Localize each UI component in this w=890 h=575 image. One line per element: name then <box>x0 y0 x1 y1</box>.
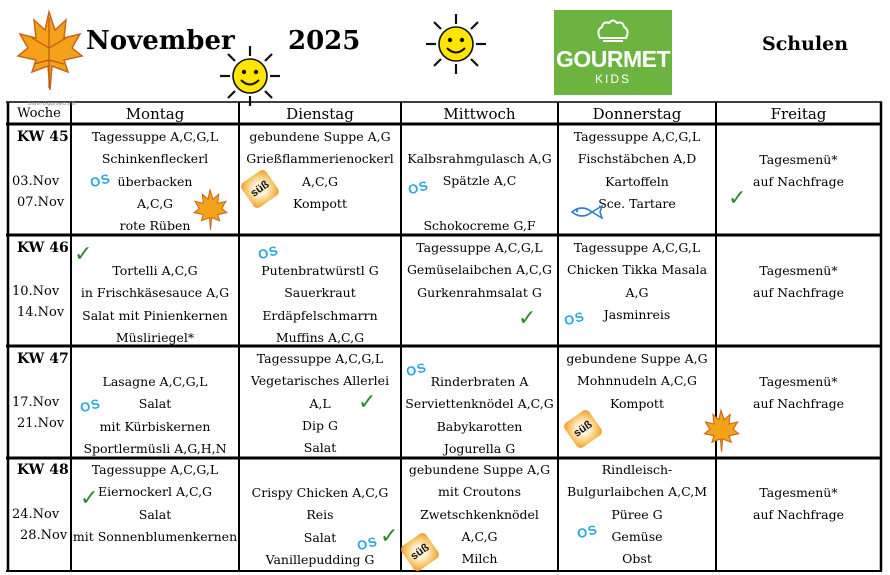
menu-cell <box>71 260 239 349</box>
week-label: KW 47 <box>17 351 69 367</box>
organic-badge: OS <box>404 359 429 380</box>
menu-item: Mohnnudeln A,C,G <box>576 373 698 389</box>
menu-item: Tagessuppe A,C,G,L <box>91 129 219 144</box>
organic-badge: OS <box>562 308 587 329</box>
menu-item: A,C,G <box>136 195 174 211</box>
menu-item: Crispy Chicken A,C,G <box>251 485 389 500</box>
menu-item: auf Nachfrage <box>753 396 844 412</box>
menu-item: Salat mit Pinienkernen <box>82 307 228 323</box>
menu-item: Grießflammerienockerl <box>246 151 394 167</box>
column-header-freitag: Freitag <box>770 105 827 123</box>
week-end-date: 07.Nov <box>17 195 65 210</box>
sweet-badge: süß <box>239 168 281 210</box>
menu-cell <box>716 482 881 527</box>
sweet-badge: süß <box>562 408 604 450</box>
week-label: KW 46 <box>17 240 69 256</box>
menu-cell <box>558 126 716 215</box>
menu-item: Spätzle A,C <box>442 173 517 189</box>
menu-item: mit Sonnenblumenkernen <box>72 528 238 544</box>
vegetarian-check-icon: ✓ <box>80 486 99 511</box>
month-title: November <box>86 26 235 56</box>
organic-badge: OS <box>406 177 431 198</box>
menu-cell <box>716 260 881 305</box>
vegetarian-check-icon: ✓ <box>728 186 747 211</box>
week-start-date: 10.Nov <box>12 284 60 299</box>
menu-item: Jogurella G <box>443 440 516 456</box>
column-header-mittwoch: Mittwoch <box>443 105 516 123</box>
menu-item: Müsliriegel* <box>115 329 195 345</box>
menu-item: Sce. Tartare <box>598 195 676 211</box>
menu-cell <box>239 482 401 571</box>
column-header-donnerstag: Donnerstag <box>592 105 682 123</box>
menu-item: auf Nachfrage <box>753 174 844 190</box>
menu-item: Muffins A,C,G <box>275 329 365 345</box>
organic-badge: OS <box>355 533 380 554</box>
menu-item: Sportlermüsli A,G,H,N <box>83 440 227 456</box>
menu-item: in Frischkäsesauce A,G <box>80 285 230 301</box>
menu-item: Lasagne A,C,G,L <box>102 374 208 389</box>
menu-item: Vanillepudding G <box>265 551 375 567</box>
menu-item: Tagessuppe A,C,G,L <box>416 240 543 255</box>
menu-item: Serviettenknödel A,C,G <box>405 396 554 412</box>
menu-item: gebundene Suppe A,G <box>249 129 391 144</box>
menu-item: Gemüselaibchen A,C,G <box>406 262 553 278</box>
menu-item: auf Nachfrage <box>753 285 844 301</box>
menu-item: Schinkenfleckerl überbacken <box>101 151 209 189</box>
menu-item: Rindleisch- <box>601 462 673 477</box>
menu-item: Salat <box>303 440 337 456</box>
week-start-date: 17.Nov <box>12 395 60 410</box>
menu-cell <box>239 260 401 349</box>
column-header-montag: Montag <box>125 105 185 123</box>
menu-item: Zwetschkenknödel A,C,G <box>420 506 539 544</box>
menu-item: Babykarotten <box>436 418 523 434</box>
menu-item: Tortelli A,C,G <box>112 263 198 278</box>
menu-item: Erdäpfelschmarrn <box>262 307 378 323</box>
menu-item: Dip G <box>302 417 338 433</box>
menu-item: Fischstäbchen A,D <box>577 151 697 167</box>
menu-item: Vegetarisches Allerlei A,L <box>250 373 390 411</box>
organic-badge: OS <box>256 242 281 263</box>
menu-cell <box>401 237 558 304</box>
week-end-date: 14.Nov <box>17 305 65 320</box>
menu-item: auf Nachfrage <box>753 507 844 523</box>
menu-item: Tagesmenü* <box>759 263 838 278</box>
menu-item: Kompott <box>610 395 664 411</box>
week-start-date: 03.Nov <box>12 174 60 189</box>
menu-item: Tagesmenü* <box>759 485 838 500</box>
menu-item: Tagessuppe A,C,G,L <box>573 240 701 255</box>
menu-item: Salat <box>303 529 337 545</box>
menu-item: Obst <box>622 551 652 567</box>
menu-item: Gemüse <box>611 528 663 544</box>
menu-item: Rinderbraten A <box>430 374 529 389</box>
watermark: Bayer-Digiproject.info <box>28 101 76 107</box>
menu-cell <box>239 348 401 459</box>
week-start-date: 24.Nov <box>12 507 60 522</box>
vegetarian-check-icon: ✓ <box>358 390 377 415</box>
sweet-badge: süß <box>399 531 441 573</box>
organic-badge: OS <box>575 521 600 542</box>
menu-cell <box>558 348 716 415</box>
menu-item: Bulgurlaibchen A,C,M <box>566 484 708 500</box>
column-header-woche: Woche <box>17 106 61 121</box>
year-title: 2025 <box>288 26 361 56</box>
organic-badge: OS <box>88 170 113 191</box>
menu-item: mit Kürbiskernen <box>99 418 211 434</box>
menu-item: mit Croutons <box>438 484 521 500</box>
logo-sub: KIDS <box>594 72 631 86</box>
menu-item: Tagessuppe A,C,G,L <box>573 129 701 144</box>
week-end-date: 21.Nov <box>17 416 65 431</box>
menu-item: A,C,G <box>301 173 339 189</box>
week-label: KW 45 <box>17 129 69 145</box>
menu-item: Püree G <box>611 506 663 522</box>
menu-item <box>401 193 558 215</box>
menu-item: gebundene Suppe A,G <box>566 351 708 366</box>
maple-leaf-icon <box>190 188 230 232</box>
menu-item: Tagesmenü* <box>759 374 838 389</box>
week-label: KW 48 <box>17 462 69 478</box>
week-end-date: 28.Nov <box>20 528 68 543</box>
menu-item: Kalbsrahmgulasch A,G <box>407 151 552 166</box>
fish-icon <box>570 204 604 220</box>
menu-item: gebundene Suppe A,G <box>408 462 551 477</box>
menu-item: Gurkenrahmsalat G <box>417 284 542 300</box>
menu-item: Chicken Tikka Masala A,G <box>566 262 708 300</box>
menu-item: Putenbratwürstl G <box>261 263 379 278</box>
target-group-label: Schulen <box>762 33 849 55</box>
menu-item: Milch <box>461 551 498 567</box>
vegetarian-check-icon: ✓ <box>518 306 537 331</box>
menu-item: Salat <box>138 506 172 522</box>
menu-cell <box>71 371 239 460</box>
column-header-dienstag: Dienstag <box>286 105 354 123</box>
menu-item: Sauerkraut <box>284 285 356 301</box>
vegetarian-check-icon: ✓ <box>74 242 93 267</box>
menu-item: Jasminreis <box>603 306 671 322</box>
menu-item: Kompott <box>293 195 347 211</box>
menu-item: Reis <box>306 507 334 523</box>
logo-brand: GOURMET <box>555 46 671 72</box>
menu-item: Tagesmenü* <box>759 152 838 167</box>
organic-badge: OS <box>78 395 103 416</box>
menu-item: rote Rüben <box>119 218 191 234</box>
menu-item: Tagessuppe A,C,G,L <box>91 462 219 477</box>
vegetarian-check-icon: ✓ <box>380 524 399 549</box>
menu-item: Salat <box>138 396 172 412</box>
menu-item: Tagessuppe A,C,G,L <box>256 351 384 366</box>
menu-cell <box>716 371 881 416</box>
menu-cell <box>558 459 716 570</box>
menu-cell <box>401 371 558 460</box>
menu-item: Schokocreme G,F <box>423 217 536 233</box>
menu-item: Kartoffeln <box>605 173 669 189</box>
menu-item: Eiernockerl A,C,G <box>97 484 213 500</box>
